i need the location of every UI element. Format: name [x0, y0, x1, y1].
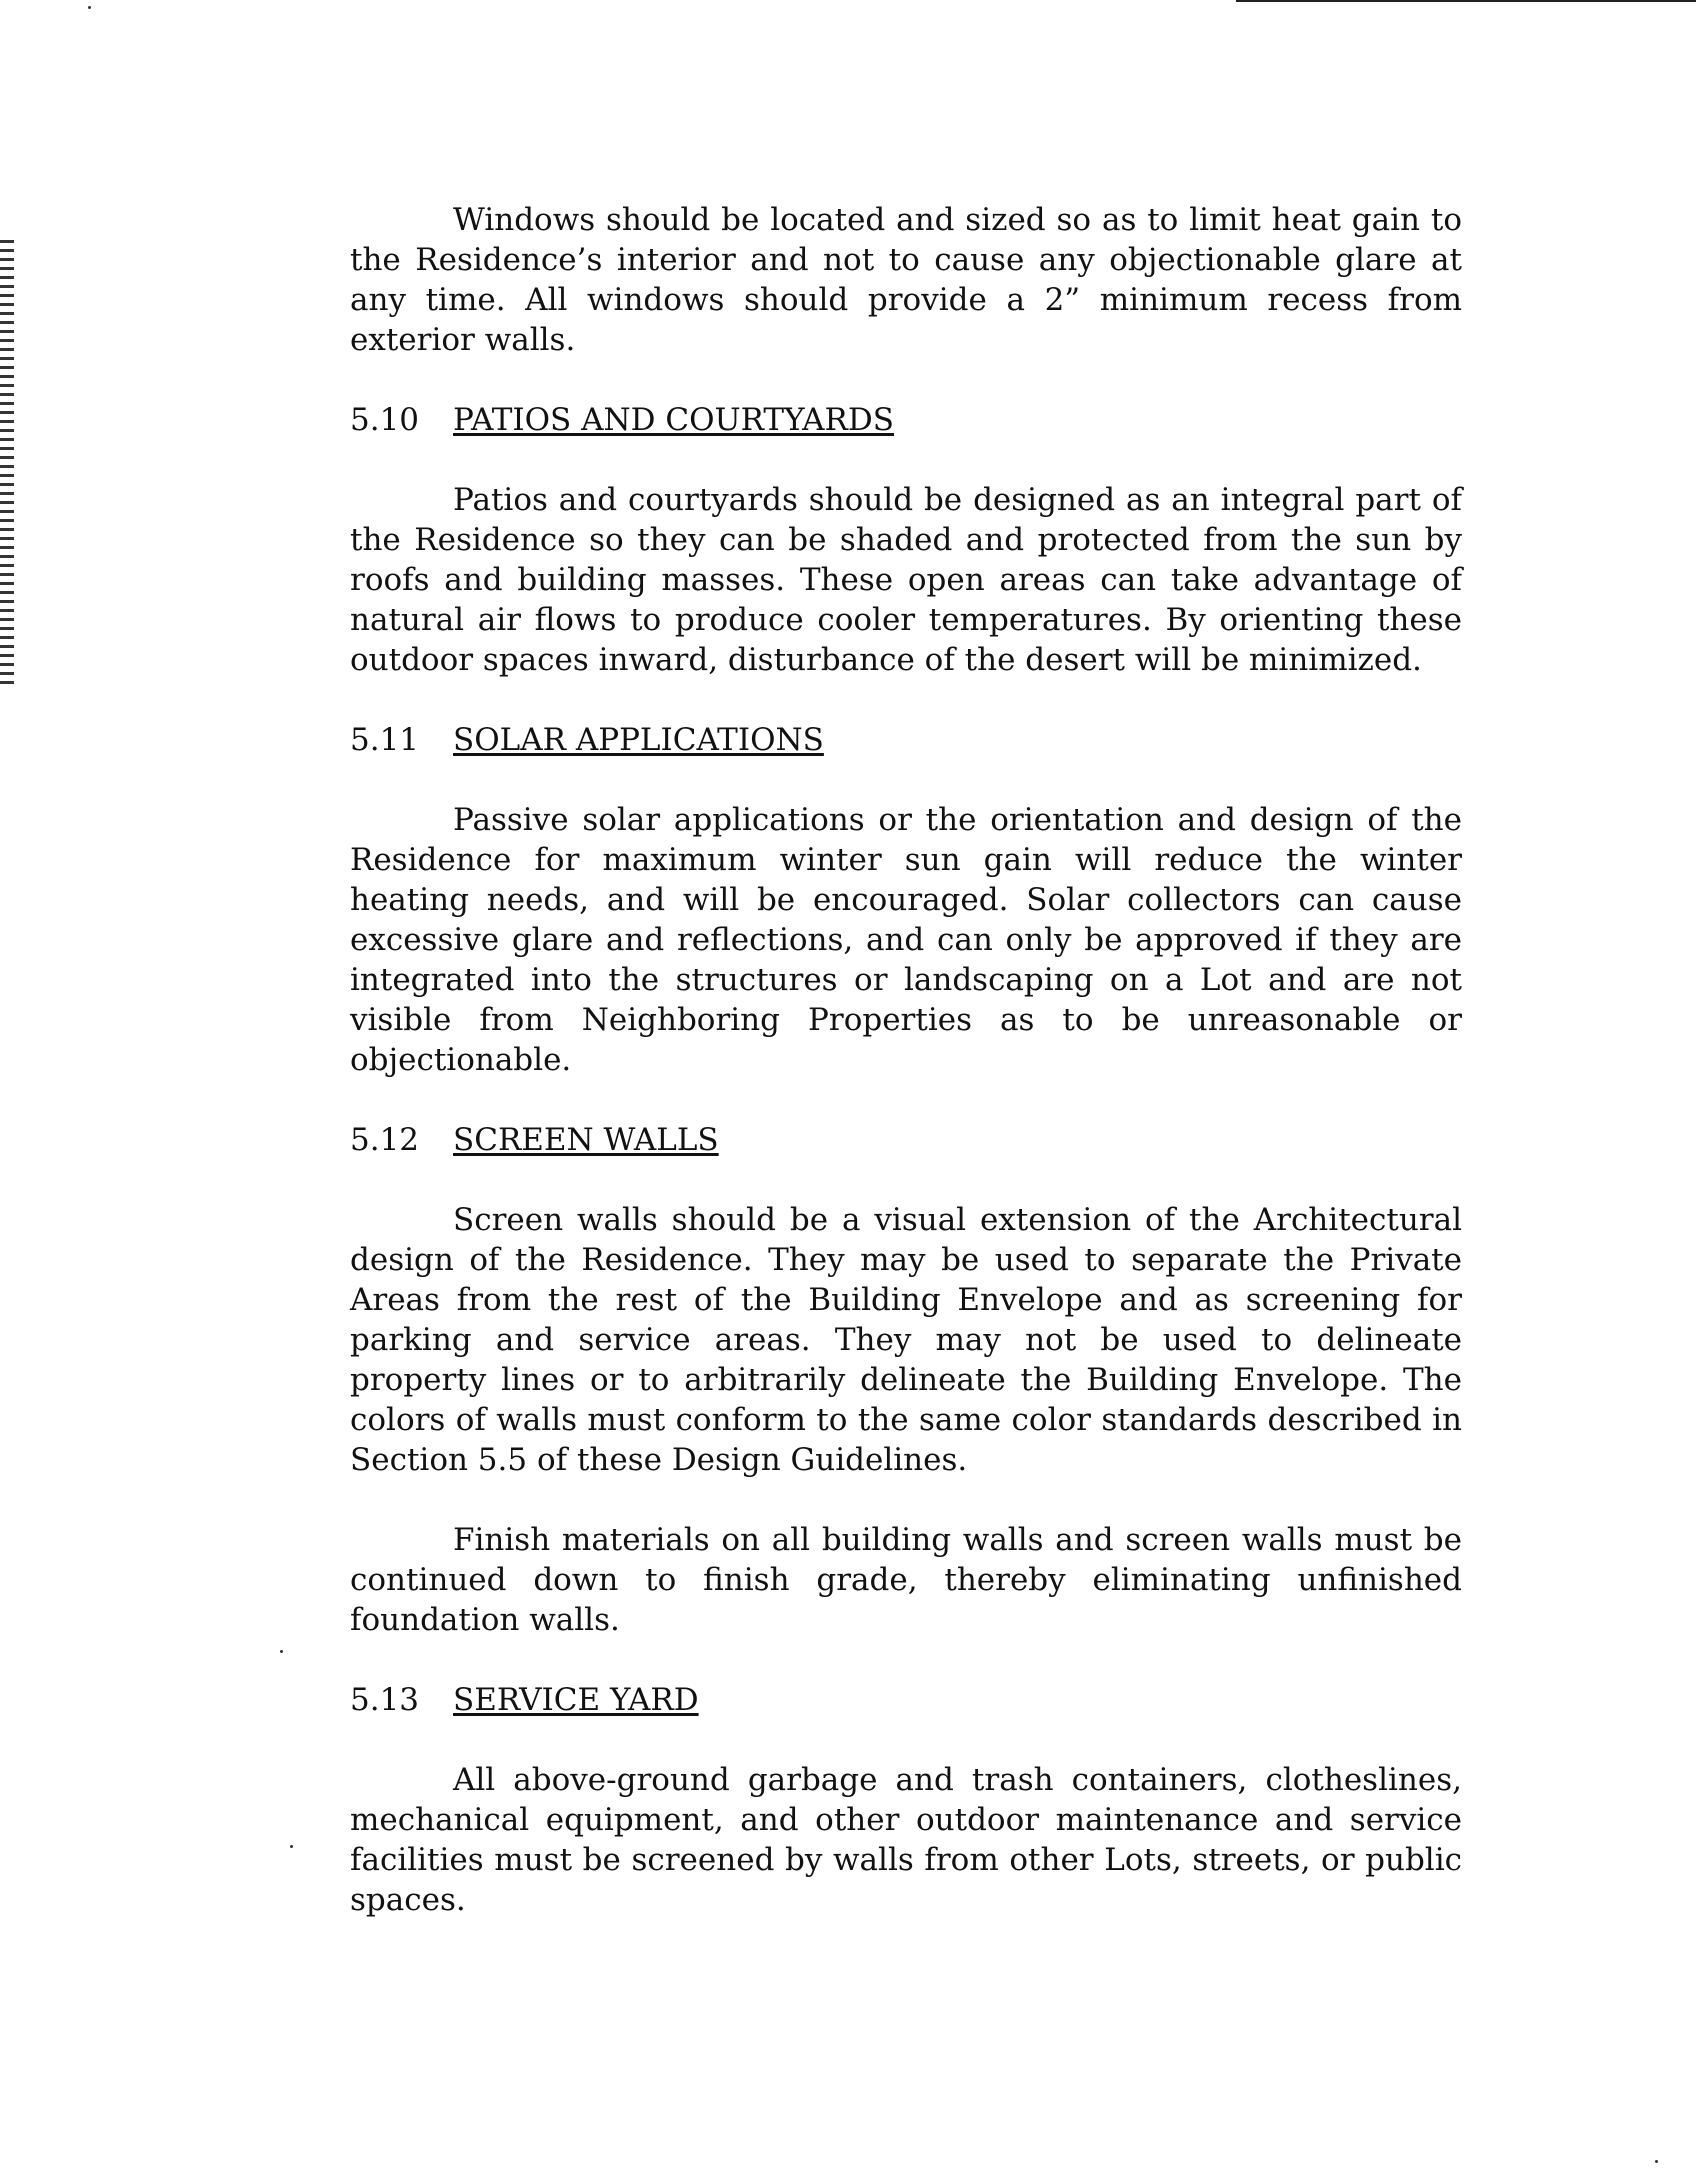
section-paragraph: All above-ground garbage and trash containers, clotheslines, mechanical equipment, and other outdoor maintenance and service facilities must be screened by walls from other Lots, streets, or public spaces. [350, 1762, 1462, 1918]
scan-speck [1655, 2160, 1658, 2163]
section-number: 5.12 [350, 1122, 420, 1158]
scan-speck [290, 1845, 293, 1848]
section-title: SCREEN WALLS [453, 1122, 719, 1158]
scan-top-rule [1236, 0, 1696, 2]
section-paragraph: Screen walls should be a visual extension of the Architectural design of the Residence. They may be used to separate the Private Areas from the rest of the Building Envelope and as screening for parking and service areas. They may not be used to delineate property lines or to arbitrarily delineate the Building Envelope. The colors of walls must conform to the same color standards described in Section 5.5 of these Design Guidelines. [350, 1202, 1462, 1478]
section-title: SOLAR APPLICATIONS [453, 722, 824, 758]
section-heading-5-10 [350, 400, 1462, 440]
scan-binding-marks [0, 240, 14, 690]
section-number: 5.11 [350, 722, 420, 758]
section-paragraph: Finish materials on all building walls and screen walls must be continued down to finish grade, thereby eliminating unfinished foundation walls. [350, 1522, 1462, 1638]
section-title: SERVICE YARD [453, 1682, 699, 1718]
intro-paragraph: Windows should be located and sized so as to limit heat gain to the Residence’s interior and not to cause any objectionable glare at any time. All windows should provide a 2” minimum recess from exterior walls. [350, 202, 1462, 358]
section-paragraph: Passive solar applications or the orientation and design of the Residence for maximum winter sun gain will reduce the winter heating needs, and will be encouraged. Solar collectors can cause excessive glare and reflections, and can only be approved if they are integrated into the structures or landscaping on a Lot and are not visible from Neighboring Properties as to be unreasonable or objectionable. [350, 802, 1462, 1078]
section-number: 5.10 [350, 402, 420, 438]
section-heading-5-13 [350, 1680, 1462, 1720]
section-heading-5-12 [350, 1120, 1462, 1160]
scan-speck [280, 1650, 283, 1653]
document-body [350, 200, 1462, 1960]
section-paragraph: Patios and courtyards should be designed as an integral part of the Residence so they can be shaded and protected from the sun by roofs and building masses. These open areas can take advantage of natural air flows to produce cooler temperatures. By orienting these outdoor spaces inward, disturbance of the desert will be minimized. [350, 482, 1462, 678]
section-number: 5.13 [350, 1682, 420, 1718]
section-title: PATIOS AND COURTYARDS [453, 402, 894, 438]
section-heading-5-11 [350, 720, 1462, 760]
scan-speck [88, 6, 91, 9]
